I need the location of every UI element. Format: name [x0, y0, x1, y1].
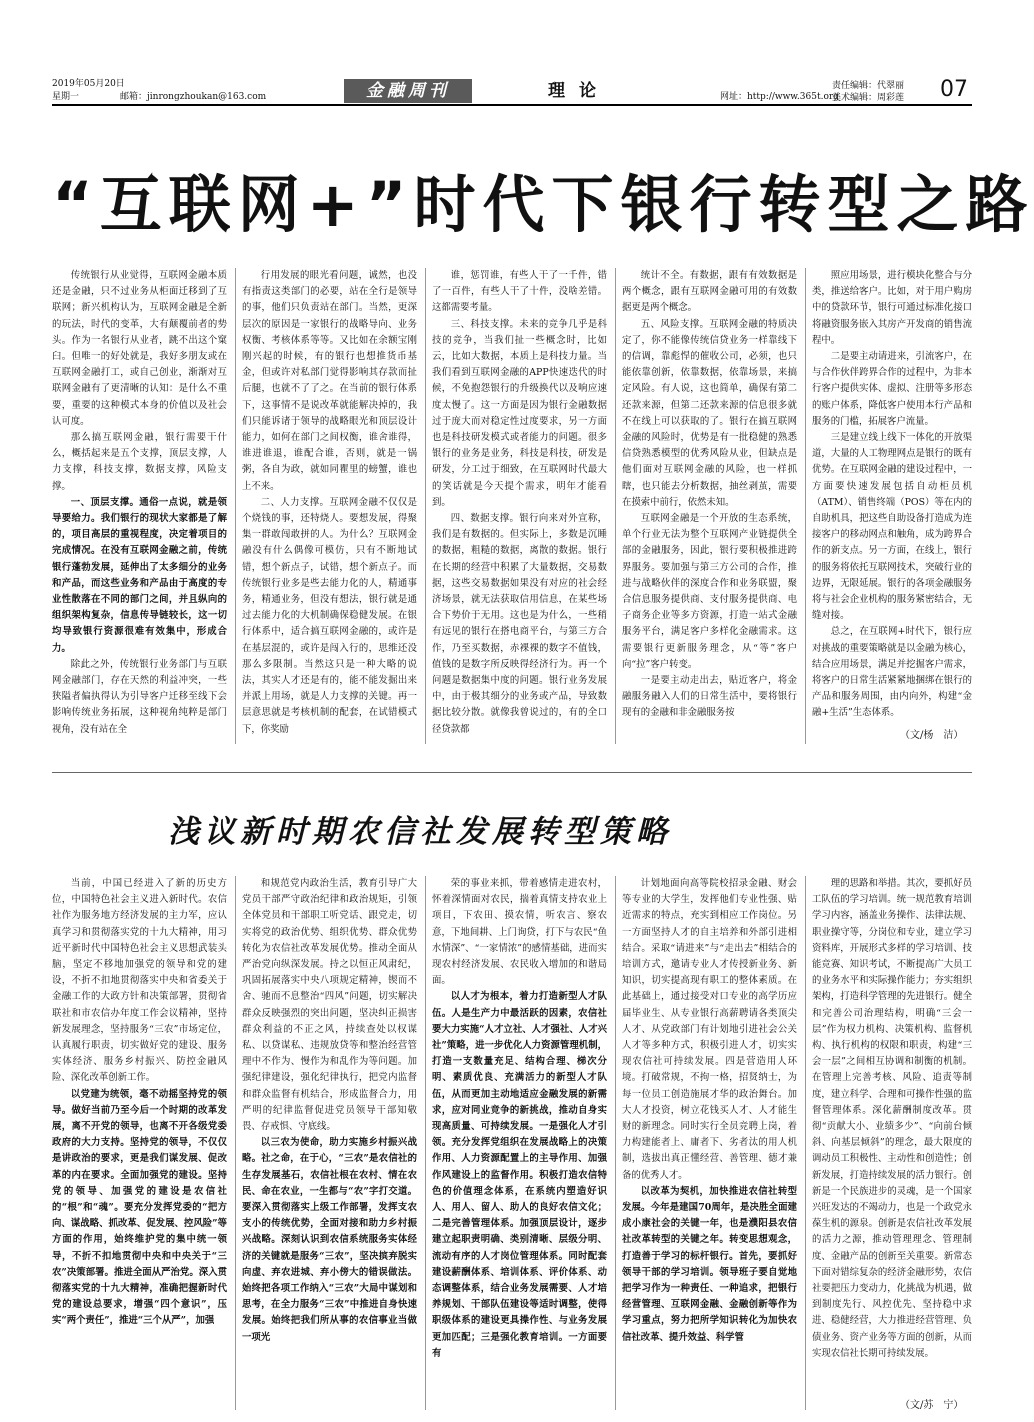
- article2-byline: （文/苏 宁）: [900, 1400, 964, 1411]
- paragraph: 二是要主动请进来，引流客户，在与合作伙伴跨界合作的过程中，为非本行客户提供实体、虚拟、注册等多形态的账户体系，降低客户使用本行产品和服务的门槛，拓展客户流量。: [812, 351, 972, 427]
- paragraph: 以三农为使命，助力实施乡村振兴战略。社之命，在于心，“三农”是农信社的生存发展基石，农信社根在农村、情在农民、命在农业，一生都与“农”字打交道。要深入贯彻落实上级工作部署，发挥支农支小的传统优势，全面对接和助力乡村振兴战略。深刻认识到农信系统服务实体经济的关键就是服务“三农”，坚决摈弃脱实向虚、弃农进城、弃小傍大的错误做法。始终把各项工作纳入“三农”大局中谋划和思考，在全力服务“三农”中推进自身快速发展。始终把我们所从事的农信事业当做一项光: [242, 1137, 417, 1343]
- article1-column-4: [622, 268, 797, 744]
- paragraph: 三是建立线上线下一体化的开放渠道，大量的人工物理网点是银行的既有优势。在互联网金融的建设过程中，一方面要快速发展包括自动柜员机（ATM）、销售终端（POS）等在内的自助机具，把这些自助设备打造成为连接客户的移动网点和触角，成为跨界合作的新支点。另一方面，在线上，银行的服务将依托互联网技术，突破行业的边界，无限延展。银行的各项金融服务将与社会企业机构的服务紧密结合，无缝对接。: [812, 432, 972, 622]
- article1-column-5: [812, 268, 972, 719]
- paragraph: 除此之外，传统银行业务部门与互联网金融部门，存在天然的利益冲突，一些狭隘者偏执得认为引导客户迁移至线下会影响传统业务拓展，这种视角纯粹是部门视角，没有站在全: [52, 658, 227, 735]
- article1-title: “互联网+”时代下银行转型之路: [52, 168, 1034, 241]
- article2-column-4: [622, 876, 797, 1410]
- issue-weekday: 星期一: [52, 92, 80, 102]
- page-number: 07: [940, 77, 968, 102]
- newspaper-banner: 金融周刊: [344, 79, 472, 103]
- paragraph: 一、顶层支撑。通俗一点说，就是领导要给力。我们银行的现状大家都是了解的，项目高层的重视程度，决定着项目的完成情况。在没有互联网金融之前，传统银行蓬勃发展，延伸出了太多细分的业务和产品，而这些业务和产品由于高度的专业性散落在不同的部门之间，并且纵向的组织架构复杂，信息传导链较长，这一切均导致银行资源很难有效集中，形成合力。: [52, 496, 227, 654]
- header-rule: [52, 104, 972, 106]
- website: 网址：http://www.365t.org: [720, 92, 839, 102]
- article1-byline: （文/杨 洁）: [900, 730, 964, 741]
- paragraph: 以改革为契机，加快推进农信社转型发展。今年是建国70周年，是决胜全面建成小康社会的关键一年，也是濮阳县农信社改革转型的关键之年。转变思想观念，打造善于学习的标杆银行。首先，要抓好领导干部的学习培训。领导班子要自觉地把学习作为一种责任、一种追求，把银行经营管理、互联网金融、金融创新等作为学习重点，努力把所学知识转化为加快农信社改革、提升效益、科学管: [622, 1185, 797, 1343]
- paragraph: 当前，中国已经进入了新的历史方位，中国特色社会主义进入新时代。农信社作为服务地方经济发展的主力军，应认真学习和贯彻落实党的十九大精神，用习近平新时代中国特色社会主义思想武装头脑，坚定不移地加强党的领导和党的建设，不折不扣地贯彻落实中央和省委关于金融工作的大政方针和决策部署，贯彻省联社和市农信办年度工作会议精神，坚持新发展理念，坚持服务“三农”市场定位，认真履行职责，切实做好党的建设、服务实体经济、服务乡村振兴、防控金融风险、深化改革创新工作。: [52, 878, 227, 1084]
- paragraph: 一是要主动走出去，贴近客户，将金融服务融入人们的日常生活中，要将银行现有的金融和非金融服务按: [622, 675, 797, 719]
- article1-column-2: [242, 268, 417, 744]
- paragraph: 行用发展的眼光看问题，诚然，也没有指责这类部门的必要，站在全行是领导的事，他们只负责站在部门。当然，更深层次的原因是一家银行的战略导向、业务权衡、考核体系等等。又比如在余额宝刚刚兴起的时候，有的银行也想推货币基金，但或许对私部门觉得影响其存款而扯后腿，也就不了了之。在当前的银行体系下，这事情不是说改革就能解决掉的，我们只能诉诸于领导的战略眼光和顶层设计能力，如何在部门之间权衡，谁舍谁得，谁进谁退，谁配合谁，否则，就是一锅粥，各自为政，就如同瞿里的螃蟹，谁也上不来。: [242, 270, 417, 492]
- responsible-editor: 责任编辑：代翠丽: [832, 81, 905, 91]
- column-divider: [615, 268, 616, 744]
- paragraph: 统计不全。有数据，跟有有效数据是两个概念，跟有互联网金融可用的有效数据更是两个概念。: [622, 270, 797, 314]
- column-divider: [805, 268, 806, 744]
- paragraph: 计划地面向高等院校招录金融、财会等专业的大学生，发挥他们专业性强、贴近需求的特点，充实到相应工作岗位。另一方面坚持人才的自主培养和外部引进相结合。采取“请进来”与“走出去”相结合的培训方式，邀请专业人才传授新业务、新知识，切实提高现有职工的整体素质。在此基础上，通过接受对口专业的高学历应届毕业生、从专业银行高薪聘请各类顶尖人才、从党政部门有计划地引进社会公关人才等多种方式，积极引进人才，切实实现农信社可持续发展。四是营造用人环境。打破常规，不拘一格，招贤纳士，为每一位员工创造施展才华的政治舞台。加大人才投资，树立花钱买人才、人才能生财的新理念。同时实行全员竞聘上岗，着力构建能者上、庸者下、劣者汰的用人机制，选拔出真正懂经营、善管理、德才兼备的优秀人才。: [622, 878, 797, 1181]
- article2-column-1: [52, 876, 227, 1410]
- paragraph: 谁，惩罚谁，有些人干了一千件，错了一百件，有些人干了十件，没啥差错。这都需要考量。: [432, 270, 607, 314]
- paragraph: 三、科技支撑。未来的竞争几乎是科技的竞争，当我们扯一些概念时，比如云，比如大数据，本质上是科技力量。当我们看到互联网金融的APP快速迭代的时候，不免抱怨银行的升级换代以及响应速度太慢了。这一方面是因为银行金融数据过于庞大而对稳定性过度要求，另一方面也是科技研发模式或者能力的问题。很多银行的业务是业务，科技是科技，研发是研发，分工过于细致，在互联网时代最大的笑话就是今天提个需求，明年才能看到。: [432, 318, 607, 508]
- column-divider: [805, 876, 806, 1410]
- paragraph: 荣的事业来抓，带着感情走进农村，怀着深情面对农民，揣着真情支持农业上项目，下农田、摸农情，听农言、察农意，下地间耕、上门询贷，打下与农民“鱼水情深”、“一家情浓”的感情基础，进而实现农村经济发展、农民收入增加的和谐局面。: [432, 878, 607, 987]
- paragraph: 以党建为统领，毫不动摇坚持党的领导。做好当前乃至今后一个时期的改革发展，离不开党的领导，也离不开各级党委政府的大力支持。坚持党的领导，不仅仅是讲政治的要求，更是我们谋发展、促改革的内在要求。全面加强党的建设。坚持党的领导、加强党的建设是农信社的“根”和“魂”。要充分发挥党委的“把方向、谋战略、抓改革、促发展、控风险”等方面的作用，始终维护党的集中统一领导，不折不扣地贯彻中央和中央关于“三农”决策部署。推进全面从严治党。深入贯彻落实党的十九大精神，准确把握新时代党的建设总要求，增强“四个意识”，压实“两个责任”，推进“三个从严”，加强: [52, 1088, 227, 1327]
- article2-column-2: [242, 876, 417, 1410]
- column-divider: [425, 876, 426, 1410]
- article-divider: [52, 772, 972, 773]
- paragraph: 以人才为根本，着力打造新型人才队伍。人是生产力中最活跃的因素，农信社要大力实施“人才立社、人才强社、人才兴社”策略，进一步优化人力资源管理机制，打造一支数量充足、结构合理、梯次分明、素质优良、充满活力的新型人才队伍，从而更加主动地适应金融发展的新需求，应对同业竞争的新挑战，推动自身实现高质量、可持续发展。一是强化人才引领。充分发挥党组织在发展战略上的决策作用、人力资源配置上的主导作用、加强作风建设上的监督作用。积极打造农信特色的价值理念体系，在系统内塑造好识人、用人、留人、助人的良好农信文化；二是完善管理体系。加强顶层设计，逐步建立起职责明确、类别清晰、层级分明、流动有序的人才岗位管理体系。同时配套建设薪酬体系、培训体系、评价体系、动态调整体系，结合业务发展需要、人才培养规划、干部队伍建设等适时调整，使得职级体系的建设更具操作性、与业务发展更加匹配；三是强化教育培训。一方面要有: [432, 991, 607, 1359]
- article2-column-5: [812, 876, 972, 1392]
- article2-column-3: [432, 876, 607, 1410]
- article1-column-1: [52, 268, 227, 744]
- column-divider: [425, 268, 426, 744]
- paragraph: 照应用场景，进行模块化整合与分类，推送给客户。比如，对于用户购房中的贷款环节，银行可通过标准化接口将融资服务嵌入其房产开发商的销售流程中。: [812, 270, 972, 346]
- issue-date: 2019年05月20日: [52, 79, 125, 89]
- article1-column-3: [432, 268, 607, 744]
- column-divider: [235, 876, 236, 1410]
- paragraph: 五、风险支撑。互联网金融的特质决定了，你不能像传统信贷业务一样靠线下的信调，靠彪悍的催收公司，必须，也只能依靠创新，依靠数据，依靠场景，来搞定风险。有人说，这也简单，确保有第二还款来源，但第二还款来源的信息很多就不在线上可以获取的了。银行在搞互联网金融的风险时，优势是有一批稳健的熟悉信贷熟悉模型的优秀风险从业，但缺点是他们面对互联网金融的风险，也一样抓瞎，也只能去分析数据，抽丝剥茧，需要在摸索中前行，依然未知。: [622, 318, 797, 508]
- paragraph: 互联网金融是一个开放的生态系统，单个行业无法为整个互联网产业链提供全部的金融服务，因此，银行要积极推进跨界服务。要加强与第三方公司的合作，推进与战略伙伴的深度合作和业务联盟，聚合信息服务提供商、支付服务提供商、电子商务企业等多方资源，打造一站式金融服务平台，满足客户多样化金融需求。这需要银行更新服务理念，从“等”客户向“拉”客户转变。: [622, 513, 797, 670]
- paragraph: 二、人力支撑。互联网金融不仅仅是个烧钱的事，还特烧人。要想发展，得聚集一群敢闯敢拼的人。为什么？互联网金融没有什么偶像可模仿，只有不断地试错，想个新点子，试错，想个新点子。而传统银行业多是些去能力化的人，精通事务，精通业务，但没有想法，银行就是通过去能力化的大机制确保稳健发展。在银行体系中，适合搞互联网金融的，或许是在基层混的，或许是闯入行的，思维还没那么多限制。当然这只是一种大略的说法，其实人才还是有的，能不能发掘出来并派上用场，就是人力支撑的关键。再一层意思就是考核机制的配套，在试错模式下，你奖励: [242, 496, 417, 735]
- contact-email: 邮箱：jinrongzhoukan@163.com: [120, 92, 267, 102]
- section-name: 理论: [548, 81, 610, 101]
- paragraph: 那么搞互联网金融，银行需要干什么，概括起来是五个支撑，顶层支撑，人力支撑，科技支撑，数据支撑，风险支撑。: [52, 432, 227, 492]
- column-divider: [615, 876, 616, 1410]
- paragraph: 四、数据支撑。银行向来对外宣称，我们是有数据的。但实际上，多数是沉睡的数据，粗糙的数据，离散的数据。银行在长期的经营中积累了大量数据，交易数据，这些交易数据如果没有对应的社会经济场景，就无法获取信用信息，在某些场合下势价于无用。这也是为什么，一些稍有远见的银行在搭电商平台，与第三方合作，乃至买数据，赤裸裸的数字不值钱，值钱的是数字所反映得经济行为。再一个问题是数据集中度的问题。银行业务发展中，由于极其细分的业务或产品，导致数据比较分散。就像我曾说过的，有的全口径贷款都: [432, 513, 607, 735]
- paragraph: 总之，在互联网+时代下，银行应对挑战的重要策略就是以金融为核心，结合应用场景，满足并挖掘客户需求，将客户的日常生活紧紧地捆绑在银行的产品和服务周围，由内向外，构建“金融+生活”生态体系。: [812, 626, 972, 719]
- paragraph: 和规范党内政治生活，教育引导广大党员干部严守政治纪律和政治规矩，引领全体党员和干部职工听党话、跟党走，切实将党的政治优势、组织优势、群众优势转化为农信社改革发展优势。推动全面从严治党向纵深发展。持之以恒正风肃纪，巩固拓展落实中央八项规定精神，锲而不舍、驰而不息整治“四风”问题，切实解决群众反映强烈的突出问题，坚决纠正损害群众利益的不正之风，持续查处以权谋私、以贷谋私、违规放贷等和整治经营管理中不作为、慢作为和乱作为等问题。加强纪律建设，强化纪律执行，把党内监督和群众监督有机结合，形成监督合力，用严明的纪律监督促进党员领导干部知敬畏、存戒惧、守底线。: [242, 878, 417, 1133]
- art-editor: 美术编辑：周彩莲: [832, 93, 905, 103]
- column-divider: [235, 268, 236, 744]
- article2-title: 浅议新时期农信社发展转型策略: [168, 814, 672, 850]
- paragraph: 传统银行从业觉得，互联网金融本质还是金融，只不过业务从柜面迁移到了互联网；新兴机构认为，互联网金融是全新的玩法，时代的变革，大有颠覆前者的势头。作为一名银行从业者，跳不出这个窠臼。但唯一的好处就是，我好多朋友或在互联网金融打工，或自己创业，渐渐对互联网金融有了更清晰的认知：是什么不重要，重要的这种模式本身的价值以及社会认可度。: [52, 270, 227, 427]
- paragraph: 理的思路和举措。其次，要抓好员工队伍的学习培训。统一规范教育培训学习内容，涵盖业务操作、法律法规、职业操守等，分岗位和专业，建立学习资料库，开展形式多样的学习培训、技能竞赛、知识考试，不断提高广大员工的业务水平和实际操作能力；夯实组织架构，打造科学管理的先进银行。健全和完善公司治理结构，明确“三会一层”作为权力机构、决策机构、监督机构、执行机构的权限和职责，构建“三会一层”之间相互协调和制衡的机制。在管理上完善考核、风险、追责等制度，建立科学、合理和可操作性强的监督管理体系。深化薪酬制度改革。贯彻“贡献大小、业绩多少”、“向前台倾斜、向基层倾斜”的理念，最大限度的调动员工积极性、主动性和创造性；创新发展，打造持续发展的活力银行。创新是一个民族进步的灵魂，是一个国家兴旺发达的不竭动力，也是一个政党永葆生机的源泉。创新是农信社改革发展的活力之源，推动管理理念、管理制度、金融产品的创新至关重要。新常态下面对错综复杂的经济金融形势，农信社要把压力变动力，化挑战为机遇，做到制度先行、风控优先、坚持稳中求进、稳健经营，大力推进经营管理、负债业务、资产业务等方面的创新，从而实现农信社长期可持续发展。: [812, 878, 972, 1359]
